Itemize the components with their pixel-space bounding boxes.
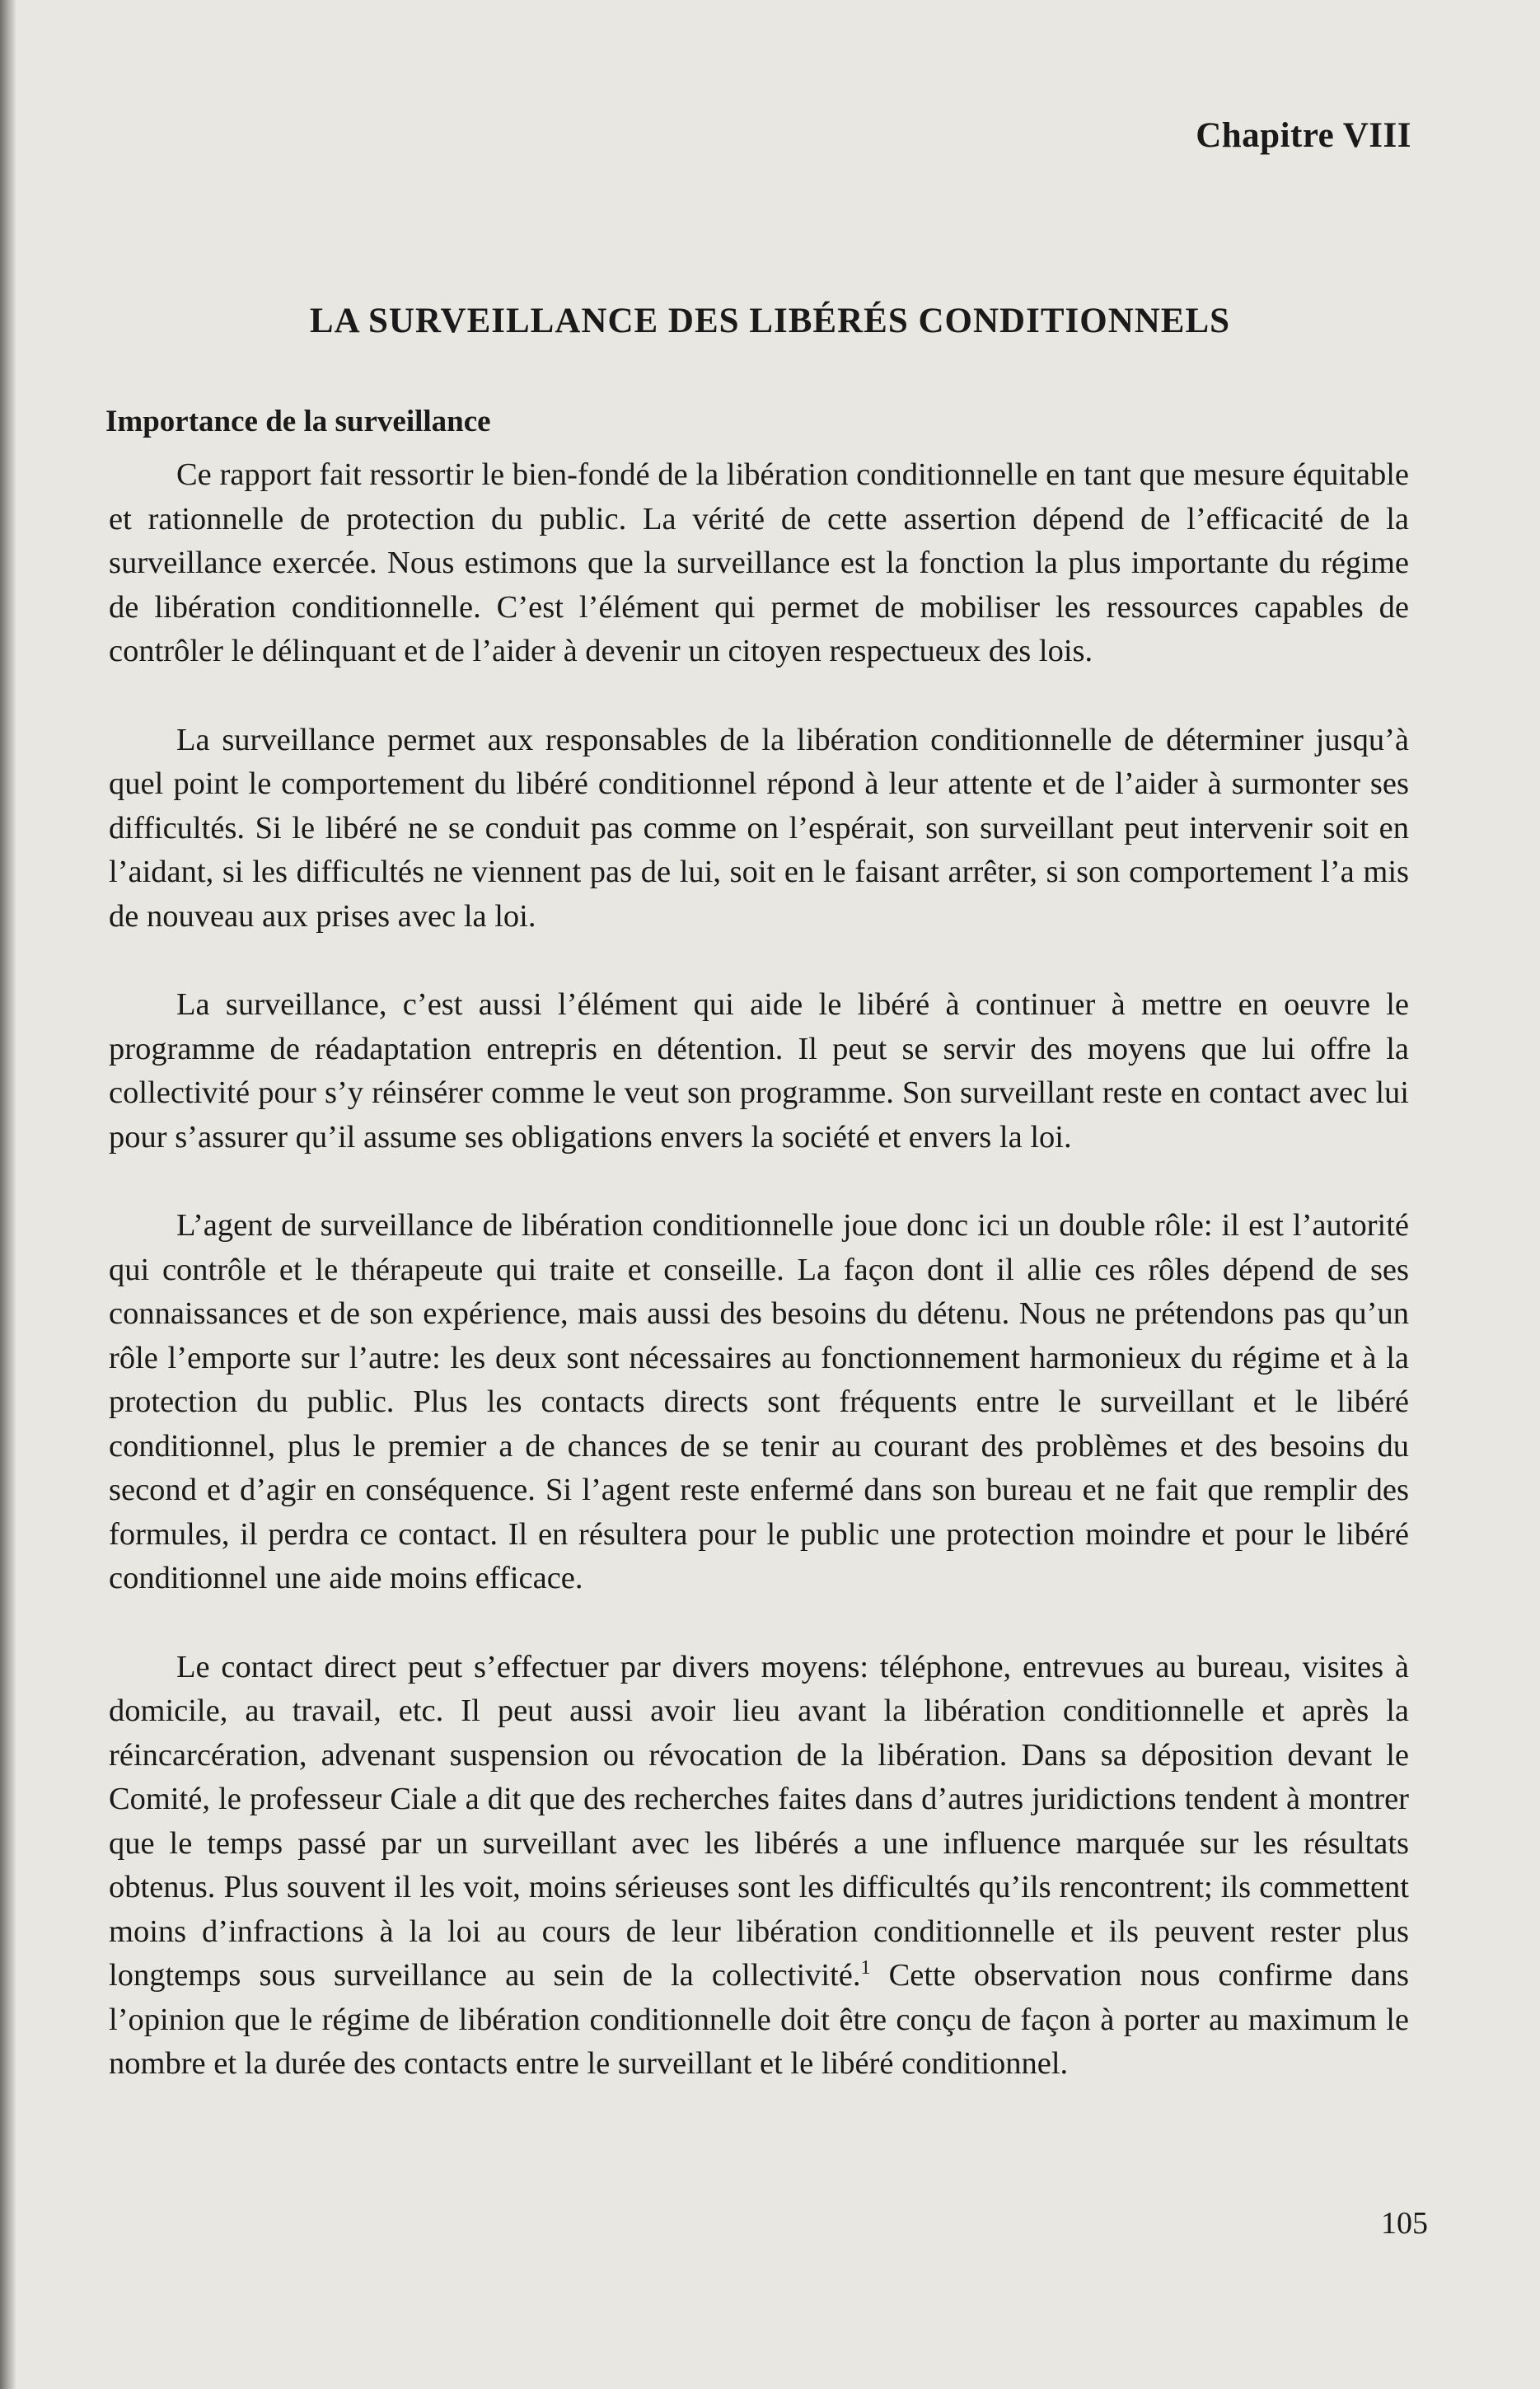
paragraph-5 xyxy=(109,1646,1409,2087)
paragraph-1-text: Ce rapport fait ressortir le bien-fondé de la libération conditionnelle en tant que mesure équitable et rationnelle de protection du public. La vérité de cette assertion dépend de l’efficacité de la surveillance exercée. Nous estimons que la surveillance est la fonction la plus importante du régime de libération conditionnelle. C’est l’élément qui permet de mobiliser les ressources capables de contrôler le délinquant et de l’aider à devenir un citoyen respectueux des lois. xyxy=(109,457,1409,668)
paragraph-2 xyxy=(109,719,1409,939)
paragraph-4 xyxy=(109,1204,1409,1601)
paragraph-5-text: Le contact direct peut s’effectuer par divers moyens: téléphone, entrevues au bureau, visites à domicile, au travail, etc. Il peut aussi avoir lieu avant la libération conditionnelle et après la réincarcération, advenant suspension ou révocation de la libération. Dans sa déposition devant le Comité, le professeur Ciale a dit que des recherches faites dans d’autres juridictions tendent à montrer que le temps passé par un surveillant avec les libérés a une influence marquée sur les résultats obtenus. Plus souvent il les voit, moins sérieuses sont les difficultés qu’ils rencontrent; ils commettent moins d’infractions à la loi au cours de leur libération conditionnelle et ils peuvent rester plus longtemps sous surveillance au sein de la collectivité. xyxy=(109,1649,1409,1993)
body-text xyxy=(109,453,1409,2131)
page-number: 105 xyxy=(1381,2206,1428,2241)
binding-shadow xyxy=(0,0,16,2389)
chapter-label: Chapitre VIII xyxy=(1196,116,1411,155)
section-heading: Importance de la surveillance xyxy=(105,405,491,438)
chapter-title: LA SURVEILLANCE DES LIBÉRÉS CONDITIONNELS xyxy=(309,302,1231,340)
paragraph-5-text-after: Cette observation nous confirme dans l’opinion que le régime de libération conditionnelle doit être conçu de façon à porter au maximum le nombre et la durée des contacts entre le surveillant et le libéré conditionnel. xyxy=(109,1958,1409,2081)
paragraph-3 xyxy=(109,983,1409,1159)
paragraph-2-text: La surveillance permet aux responsables de la libération conditionnelle de déterminer jusqu’à quel point le comportement du libéré conditionnel répond à leur attente et de l’aider à surmonter ses difficultés. Si le libéré ne se conduit pas comme on l’espérait, son surveillant peut intervenir soit en l’aidant, si les difficultés ne viennent pas de lui, soit en le faisant arrêter, si son comportement l’a mis de nouveau aux prises avec la loi. xyxy=(109,722,1409,934)
paragraph-3-text: La surveillance, c’est aussi l’élément qui aide le libéré à continuer à mettre en oeuvre le programme de réadaptation entrepris en détention. Il peut se servir des moyens que lui offre la collectivité pour s’y réinsérer comme le veut son programme. Son surveillant reste en contact avec lui pour s’assurer qu’il assume ses obligations envers la société et envers la loi. xyxy=(109,987,1409,1155)
footnote-reference: 1 xyxy=(860,1957,871,1979)
paragraph-4-text: L’agent de surveillance de libération conditionnelle joue donc ici un double rôle: il est l’autorité qui contrôle et le thérapeute qui traite et conseille. La façon dont il allie ces rôles dépend de ses connaissances et de son expérience, mais aussi des besoins du détenu. Nous ne prétendons pas qu’un rôle l’emporte sur l’autre: les deux sont nécessaires au fonctionnement harmonieux du régime et à la protection du public. Plus les contacts directs sont fréquents entre le surveillant et le libéré conditionnel, plus le premier a de chances de se tenir au courant des problèmes et des besoins du second et d’agir en conséquence. Si l’agent reste enfermé dans son bureau et ne fait que remplir des formules, il perdra ce contact. Il en résultera pour le public une protection moindre et pour le libéré conditionnel une aide moins efficace. xyxy=(109,1208,1409,1595)
paragraph-1 xyxy=(109,453,1409,674)
